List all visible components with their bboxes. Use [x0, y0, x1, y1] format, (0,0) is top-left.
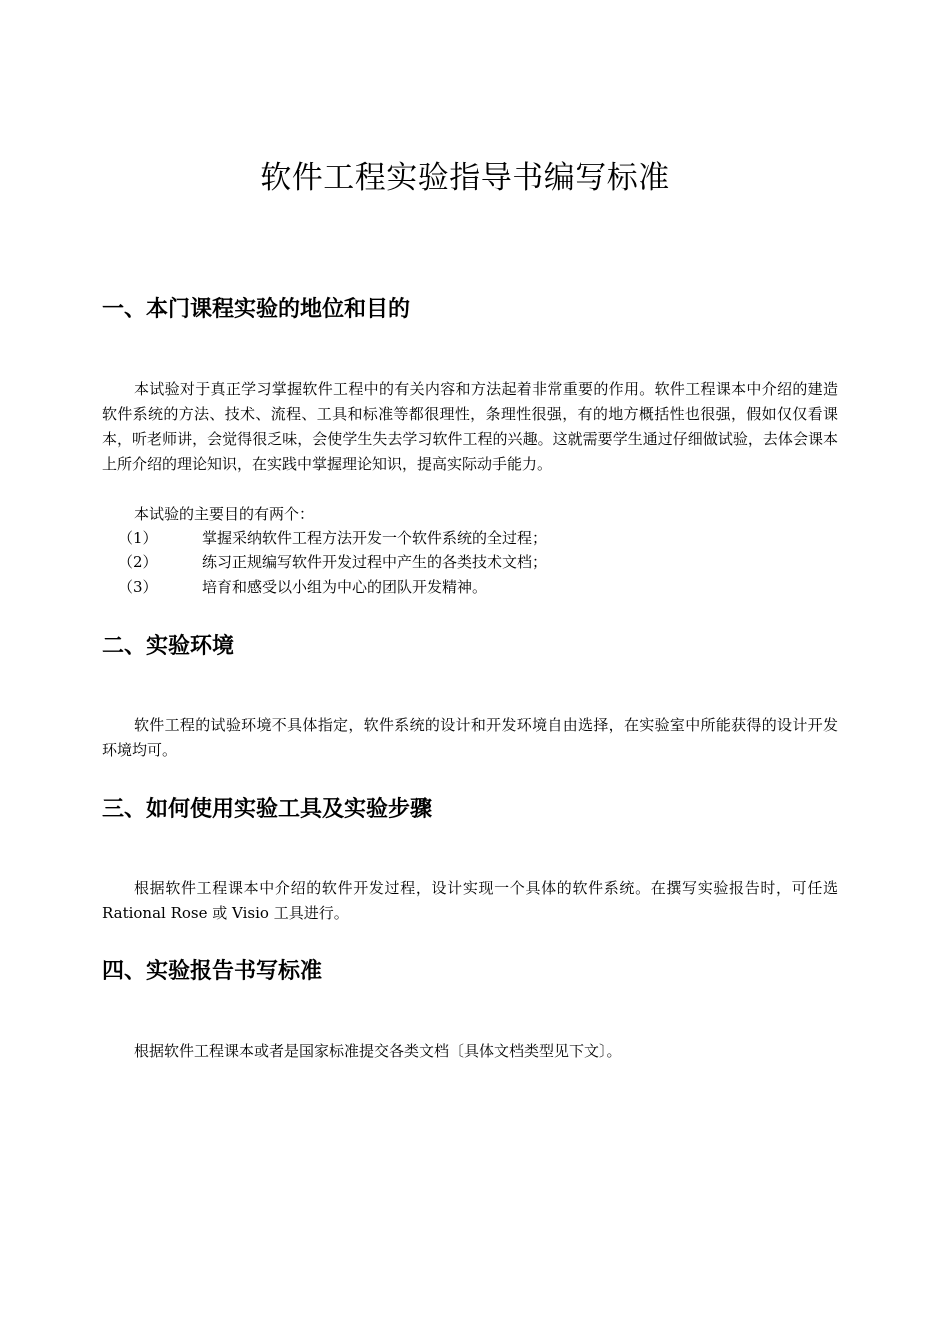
list-item	[118, 526, 547, 550]
document-title: 软件工程实验指导书编写标准	[260, 160, 670, 196]
list-item-text: 培育和感受以小组为中心的团队开发精神。	[202, 578, 488, 596]
list-item-text: 练习正规编写软件开发过程中产生的各类技术文档；	[202, 553, 548, 571]
section-paragraph-purpose-goals: 本试验的主要目的有两个：	[134, 505, 315, 523]
list-item-number: （3）	[118, 578, 158, 596]
section-paragraph-purpose-intro: 本试验对于真正学习掌握软件工程中的有关内容和方法起着非常重要的作用。软件工程课本中介绍的建造软件系统的方法、技术、流程、工具和标准等都很理性，条理性很强，有的地方概括性也很强，假如仅仅看课本，听老师讲，会觉得很乏味，会使学生失去学习软件工程的兴趣。这就需要学生通过仔细做试验，去体会课本上所介绍的理论知识，在实践中掌握理论知识，提高实际动手能力。	[102, 380, 838, 473]
section-heading-report: 四、实验报告书写标准	[102, 959, 323, 984]
section-heading-purpose: 一、本门课程实验的地位和目的	[102, 297, 411, 322]
section-heading-environment: 二、实验环境	[102, 634, 235, 659]
section-heading-tools: 三、如何使用实验工具及实验步骤	[102, 797, 433, 822]
section-paragraph-environment: 软件工程的试验环境不具体指定，软件系统的设计和开发环境自由选择，在实验室中所能获得的设计开发环境均可。	[102, 716, 838, 759]
section-paragraph-tools: 根据软件工程课本中介绍的软件开发过程，设计实现一个具体的软件系统。在撰写实验报告时，可任选 Rational Rose 或 Visio 工具进行。	[102, 879, 838, 922]
list-item-number: （2）	[118, 553, 158, 571]
list-item-text: 掌握采纳软件工程方法开发一个软件系统的全过程；	[202, 529, 548, 547]
list-item	[118, 550, 547, 574]
list-item	[118, 575, 487, 599]
section-paragraph-report: 根据软件工程课本或者是国家标准提交各类文档〔具体文档类型见下文〕。	[134, 1042, 622, 1060]
list-item-number: （1）	[118, 529, 158, 547]
